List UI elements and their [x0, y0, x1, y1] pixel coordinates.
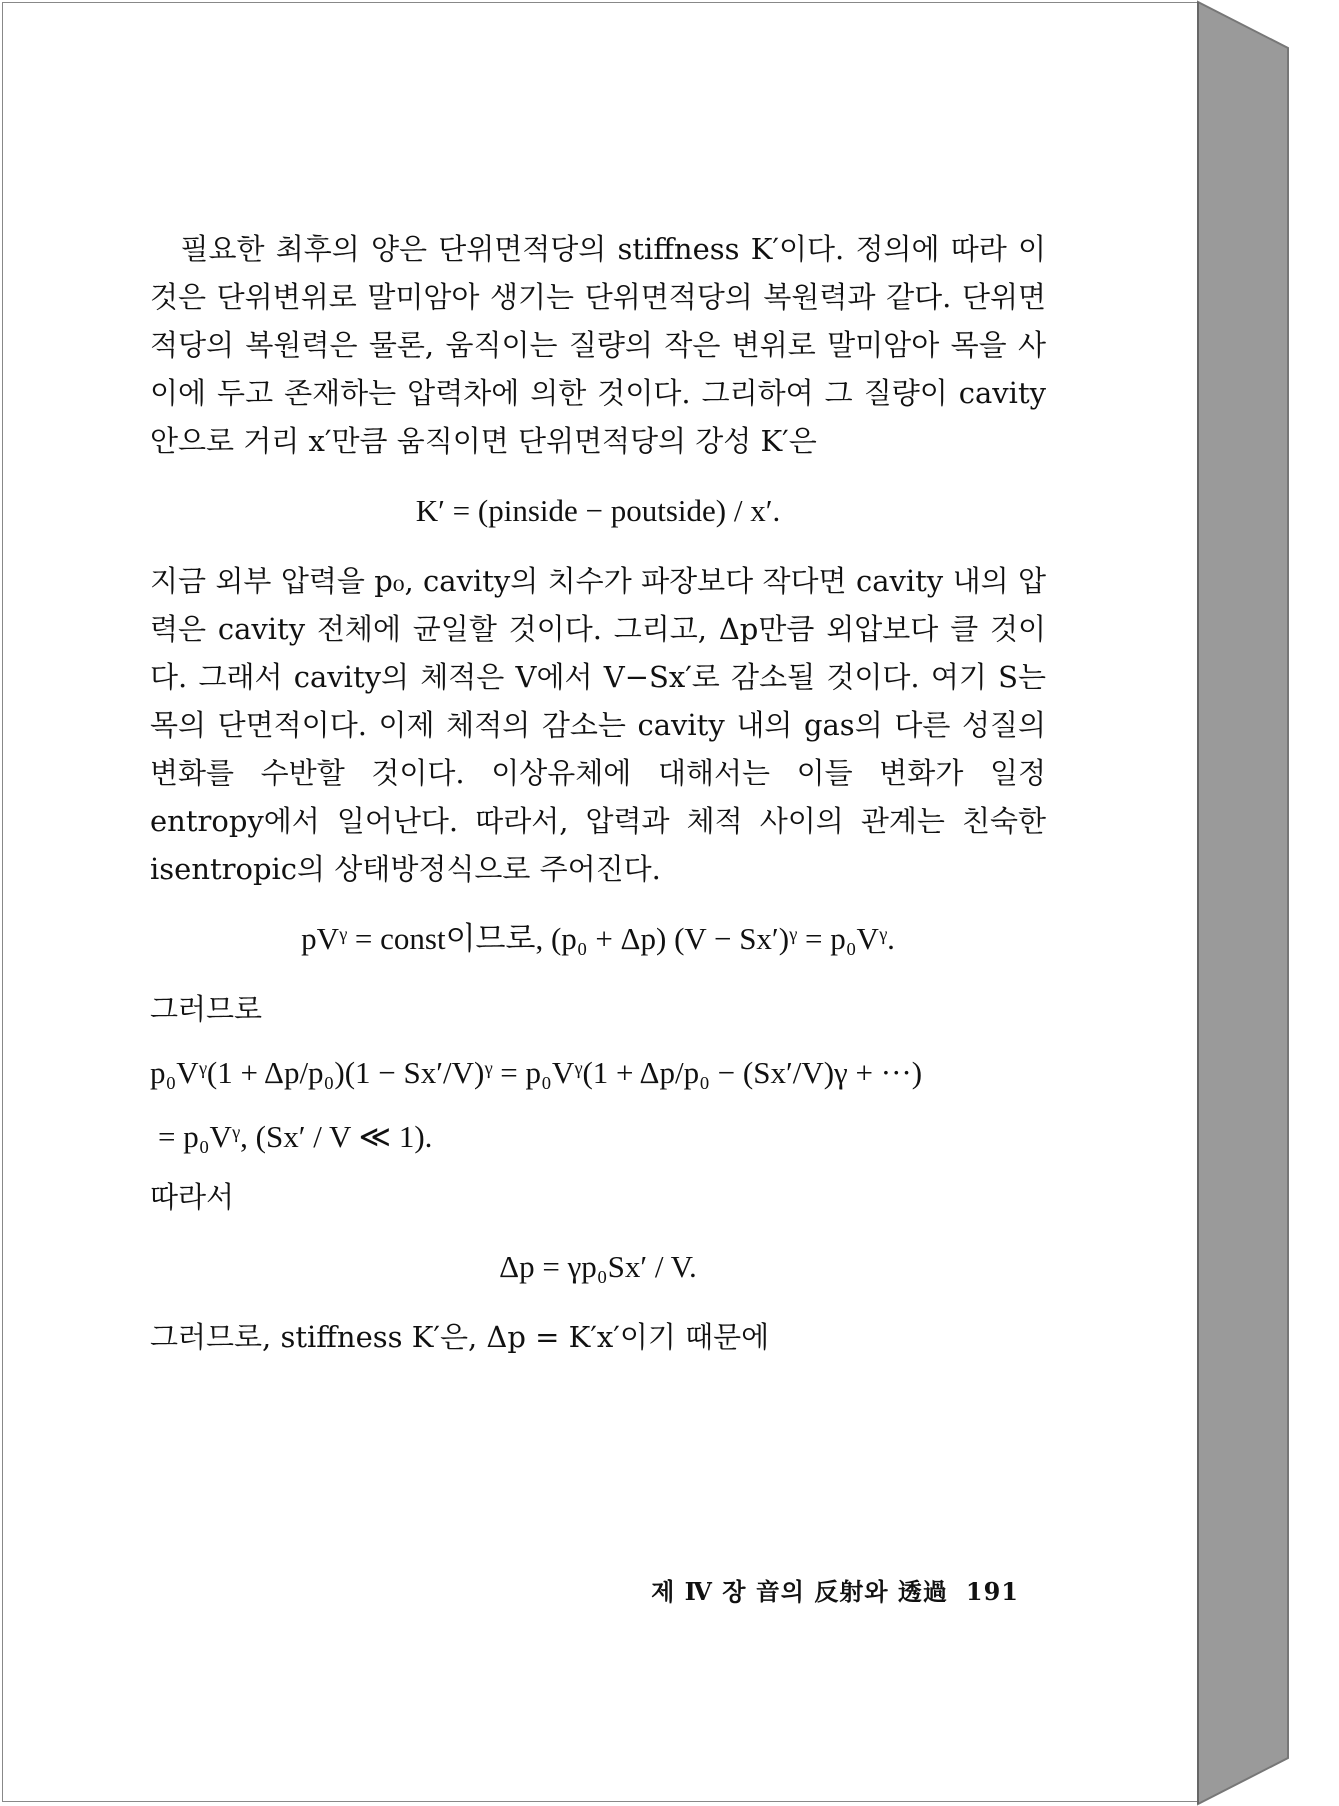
equation-3-line-2: = p₀Vᵞ, (Sx′ / V ≪ 1). [158, 1119, 433, 1154]
text-therefore-2: 따라서 [150, 1180, 235, 1214]
final-line: 그러므로, stiffness K′은, Δp = K′x′이기 때문에 [150, 1320, 770, 1354]
text-therefore-1: 그러므로 [150, 992, 263, 1026]
page-number: 191 [965, 1577, 1019, 1606]
paragraph-2: 지금 외부 압력을 p₀, cavity의 치수가 파장보다 작다면 cavity 내의 압력은 cavity 전체에 균일할 것이다. 그리고, Δp만큼 외압보다 클 것이다. 그래서 cavity의 체적은 V에서 V−Sx′로 감소될 것이다. 여기 S는 목의 단면적이다. 이제 체적의 감소는 cavity 내의 gas의 다른 성질의 변화를 수반할 것이다. 이상유체에 대해서는 이들 변화가 일정 entropy에서 일어난다. 따라서, 압력과 체적 사이의 관계는 친숙한 isentropic의 상태방정식으로 주어진다. [150, 564, 1046, 886]
equation-1: K′ = (pinside − poutside) / x′. [415, 493, 781, 528]
page-footer [651, 1572, 1019, 1607]
equation-2: pVᵞ = const이므로, (p₀ + Δp) (V − Sx′)ᵞ = p₀Vᵞ. [301, 921, 895, 956]
equation-4: Δp = γp₀Sx′ / V. [499, 1249, 697, 1284]
page-body [150, 225, 1046, 1361]
paragraph-1: 필요한 최후의 양은 단위면적당의 stiffness K′이다. 정의에 따라 이것은 단위변위로 말미암아 생기는 단위면적당의 복원력과 같다. 단위면적당의 복원력은 물론, 움직이는 질량의 작은 변위로 말미암아 목을 사이에 두고 존재하는 압력차에 의한 것이다. 그리하여 그 질량이 cavity 안으로 거리 x′만큼 움직이면 단위면적당의 강성 K′은 [150, 232, 1046, 458]
chapter-title: 제 Ⅳ 장 音의 反射와 透過 [651, 1577, 948, 1606]
equation-3-line-1: p₀Vᵞ(1 + Δp/p₀)(1 − Sx′/V)ᵞ = p₀Vᵞ(1 + Δp/p₀ − (Sx′/V)γ + ···) [150, 1055, 923, 1090]
